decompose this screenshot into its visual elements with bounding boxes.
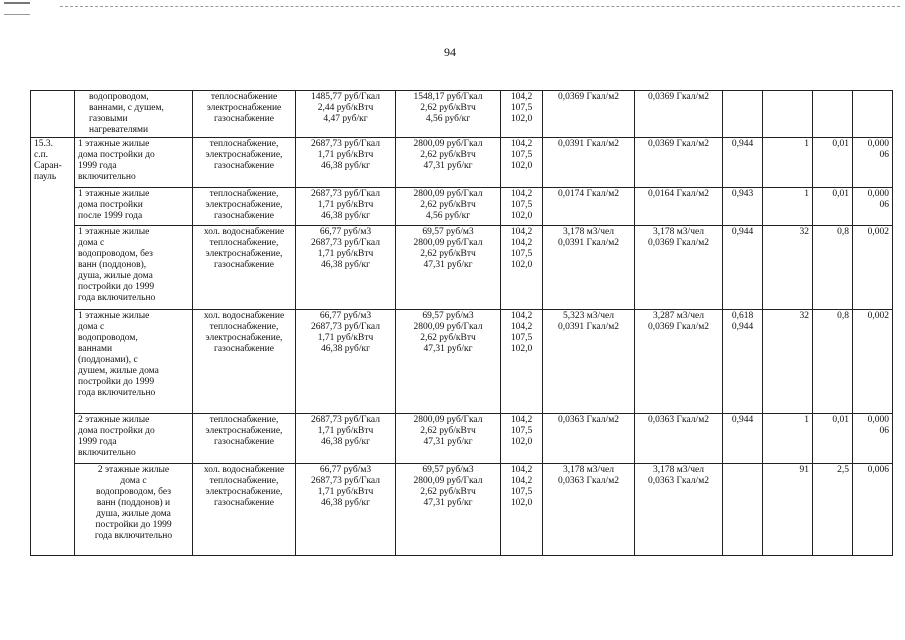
- value-c2: 0,01: [813, 188, 853, 226]
- value-c3: [853, 91, 893, 138]
- value-c3: [853, 310, 893, 414]
- index-line: 107,5: [510, 103, 533, 113]
- housing-type-line: ванн (поддонов),: [78, 260, 147, 270]
- coefficient: [723, 138, 763, 188]
- tariff-new-line: 2800,09 руб/Гкал: [413, 322, 483, 332]
- services-line: газоснабжение: [214, 211, 274, 221]
- housing-type-line: ванн (поддонов) и: [96, 498, 171, 508]
- index-line: 102,0: [510, 161, 533, 171]
- services-line: газоснабжение: [214, 498, 274, 508]
- index: [501, 226, 543, 310]
- housing-type-line: 2 этажные жилые: [78, 415, 150, 425]
- tariff-old-line: 66,77 руб/м3: [319, 465, 372, 475]
- services-line: теплоснабжение: [210, 92, 278, 102]
- value-c3-line: 06: [879, 200, 889, 210]
- norm-old: [543, 138, 635, 188]
- tariff-old: [296, 464, 396, 556]
- housing-type-line: 1999 года: [78, 437, 117, 447]
- housing-type-line: включительно: [78, 172, 136, 182]
- value-c1: 1: [763, 188, 813, 226]
- index-line: 102,0: [510, 344, 533, 354]
- settlement-name: пауль: [34, 172, 57, 182]
- table-row: [31, 464, 893, 556]
- services-line: хол. водоснабжение: [203, 465, 285, 475]
- coefficient-line: 0,944: [731, 415, 754, 425]
- index-line: 102,0: [510, 114, 533, 124]
- housing-type: [75, 226, 193, 310]
- tariff-old-line: 2,44 руб/кВтч: [317, 103, 374, 113]
- index-line: 107,5: [510, 487, 533, 497]
- tariff-new-line: 2,62 руб/кВтч: [420, 249, 476, 259]
- tariff-table: [30, 90, 893, 556]
- tariff-old: [296, 91, 396, 138]
- scan-top-edge: [60, 6, 900, 7]
- index-line: 104,2: [510, 139, 533, 149]
- tariff-new: [396, 138, 501, 188]
- value-c3-line: 06: [879, 426, 889, 436]
- tariff-old-line: 2687,73 руб/Гкал: [311, 238, 380, 248]
- coefficient: [723, 91, 763, 138]
- services-line: электроснабжение,: [205, 200, 283, 210]
- services-line: газоснабжение: [214, 260, 274, 270]
- norm-new-line: 3,178 м3/чел: [653, 227, 704, 237]
- norm-old-line: 0,0391 Гкал/м2: [558, 322, 619, 332]
- norm-old-line: 0,0391 Гкал/м2: [558, 139, 619, 149]
- tariff-old: [296, 226, 396, 310]
- housing-type-line: 1999 года: [78, 161, 117, 171]
- housing-type-line: дома постройки: [78, 200, 143, 210]
- value-c3-line: 0,006: [867, 465, 889, 475]
- coefficient: [723, 464, 763, 556]
- norm-old-line: 5,323 м3/чел: [563, 311, 614, 321]
- tariff-old-line: 2687,73 руб/Гкал: [311, 322, 380, 332]
- norm-new: [635, 414, 723, 464]
- index-line: 107,5: [510, 333, 533, 343]
- page-number: 94: [444, 45, 456, 59]
- index-line: 104,2: [510, 92, 533, 102]
- index: [501, 464, 543, 556]
- housing-type: [75, 138, 193, 188]
- index-line: 104,2: [510, 189, 533, 199]
- value-c3: [853, 188, 893, 226]
- index-line: 104,2: [510, 238, 533, 248]
- norm-new: [635, 226, 723, 310]
- norm-old-line: 0,0363 Гкал/м2: [558, 415, 619, 425]
- value-c2: 0,01: [813, 138, 853, 188]
- housing-type-line: после 1999 года: [78, 211, 143, 221]
- table-row: [31, 310, 893, 414]
- tariff-new-line: 47,31 руб/кг: [423, 260, 473, 270]
- norm-new-line: 0,0369 Гкал/м2: [648, 92, 709, 102]
- tariff-old-line: 1,71 руб/кВтч: [317, 487, 374, 497]
- housing-type: [75, 414, 193, 464]
- tariff-old: [296, 414, 396, 464]
- services-line: электроснабжение,: [205, 249, 283, 259]
- tariff-table-body: [31, 91, 893, 556]
- index-line: 102,0: [510, 211, 533, 221]
- services: [193, 188, 296, 226]
- services-line: теплоснабжение,: [209, 238, 279, 248]
- tariff-old: [296, 188, 396, 226]
- services-line: теплоснабжение,: [209, 139, 279, 149]
- services-line: электроснабжение,: [205, 487, 283, 497]
- tariff-new-line: 2,62 руб/кВтч: [420, 103, 476, 113]
- table-row: [31, 188, 893, 226]
- housing-type-line: водопроводом,: [89, 92, 149, 102]
- tariff-new: [396, 414, 501, 464]
- housing-type-line: водопроводом,: [78, 333, 138, 343]
- settlement-name: с.п.: [34, 150, 49, 160]
- tariff-old-line: 4,47 руб/кг: [323, 114, 368, 124]
- housing-type-line: года включительно: [78, 293, 156, 303]
- services-line: электроснабжение,: [205, 333, 283, 343]
- tariff-new-line: 2800,09 руб/Гкал: [413, 415, 483, 425]
- tariff-new: [396, 188, 501, 226]
- coefficient-line: 0,944: [731, 227, 754, 237]
- norm-new-line: 0,0369 Гкал/м2: [648, 322, 709, 332]
- norm-old: [543, 414, 635, 464]
- tariff-old-line: 1,71 руб/кВтч: [317, 426, 374, 436]
- index-line: 102,0: [510, 437, 533, 447]
- services-line: электроснабжение,: [205, 426, 283, 436]
- housing-type-line: ваннами, с душем,: [89, 103, 164, 113]
- housing-type-line: 1 этажные жилые: [78, 227, 150, 237]
- services-line: теплоснабжение,: [209, 476, 279, 486]
- housing-type-line: душа, жилые дома: [78, 271, 153, 281]
- index: [501, 414, 543, 464]
- tariff-new-line: 47,31 руб/кг: [423, 498, 473, 508]
- tariff-old-line: 46,38 руб/кг: [321, 437, 370, 447]
- coefficient: [723, 414, 763, 464]
- value-c1: 91: [763, 464, 813, 556]
- value-c1: 32: [763, 226, 813, 310]
- index-line: 107,5: [510, 200, 533, 210]
- tariff-old: [296, 138, 396, 188]
- services: [193, 91, 296, 138]
- tariff-new-line: 69,57 руб/м3: [422, 465, 474, 475]
- tariff-new-line: 2,62 руб/кВтч: [420, 426, 476, 436]
- value-c2: 2,5: [813, 464, 853, 556]
- housing-type-line: 2 этажные жилые: [97, 465, 170, 475]
- tariff-new-line: 2,62 руб/кВтч: [420, 200, 476, 210]
- housing-type-line: 1 этажные жилые: [78, 189, 150, 199]
- norm-new-line: 0,0369 Гкал/м2: [648, 139, 709, 149]
- value-c1: 1: [763, 414, 813, 464]
- housing-type-line: дома с: [78, 322, 105, 332]
- tariff-new: [396, 464, 501, 556]
- tariff-new-line: 2,62 руб/кВтч: [420, 150, 476, 160]
- norm-old-line: 3,178 м3/чел: [563, 465, 614, 475]
- housing-type-line: водопроводом, без: [78, 249, 153, 259]
- value-c2: [813, 91, 853, 138]
- housing-type-line: постройки до 1999: [78, 282, 155, 292]
- tariff-old-line: 46,38 руб/кг: [321, 211, 370, 221]
- tariff-new-line: 2800,09 руб/Гкал: [413, 238, 483, 248]
- services-line: газоснабжение: [214, 344, 274, 354]
- index-line: 104,2: [510, 415, 533, 425]
- norm-new-line: 3,178 м3/чел: [653, 465, 704, 475]
- norm-old: [543, 91, 635, 138]
- index-line: 107,5: [510, 426, 533, 436]
- housing-type-line: года включительно: [78, 388, 156, 398]
- value-c3-line: 0,002: [867, 227, 889, 237]
- tariff-old-line: 1,71 руб/кВтч: [317, 200, 374, 210]
- housing-type-line: года включительно: [94, 531, 173, 541]
- tariff-new-line: 69,57 руб/м3: [422, 227, 474, 237]
- services-line: хол. водоснабжение: [203, 227, 285, 237]
- tariff-new-line: 2800,09 руб/Гкал: [413, 189, 483, 199]
- value-c3: [853, 414, 893, 464]
- tariff-new-line: 2800,09 руб/Гкал: [413, 476, 483, 486]
- table-row: [31, 226, 893, 310]
- housing-type-line: дома с: [120, 476, 147, 486]
- norm-new-line: 0,0363 Гкал/м2: [648, 415, 709, 425]
- tariff-new-line: 47,31 руб/кг: [423, 437, 473, 447]
- norm-new: [635, 138, 723, 188]
- housing-type: [75, 464, 193, 556]
- tariff-old-line: 2687,73 руб/Гкал: [311, 139, 380, 149]
- index: [501, 91, 543, 138]
- services-line: газоснабжение: [214, 437, 274, 447]
- coefficient-line: 0,618: [731, 311, 754, 321]
- norm-old-line: 3,178 м3/чел: [563, 227, 614, 237]
- index-line: 107,5: [510, 249, 533, 259]
- value-c2: 0,01: [813, 414, 853, 464]
- coefficient-line: 0,944: [731, 322, 754, 332]
- table-row: [31, 414, 893, 464]
- norm-new: [635, 310, 723, 414]
- tariff-old-line: 1,71 руб/кВтч: [317, 333, 374, 343]
- tariff-old-line: 66,77 руб/м3: [319, 227, 372, 237]
- value-c3-line: 0,000: [867, 139, 889, 149]
- services: [193, 310, 296, 414]
- housing-type-line: (поддонами), с: [78, 355, 138, 365]
- housing-type-line: постройки до 1999: [95, 520, 172, 530]
- norm-old-line: 0,0363 Гкал/м2: [558, 476, 619, 486]
- housing-type: [75, 91, 193, 138]
- norm-old-line: 0,0391 Гкал/м2: [558, 238, 619, 248]
- tariff-new-line: 47,31 руб/кг: [423, 161, 473, 171]
- housing-type-line: постройки до 1999: [78, 377, 155, 387]
- table-row: [31, 91, 893, 138]
- value-c3: [853, 138, 893, 188]
- table-row: [31, 138, 893, 188]
- value-c1: [763, 91, 813, 138]
- coefficient: [723, 226, 763, 310]
- norm-new-line: 0,0363 Гкал/м2: [648, 476, 709, 486]
- value-c3-line: 06: [879, 150, 889, 160]
- services-line: теплоснабжение,: [209, 322, 279, 332]
- index: [501, 138, 543, 188]
- tariff-old-line: 46,38 руб/кг: [321, 161, 370, 171]
- tariff-old-line: 1485,77 руб/Гкал: [311, 92, 380, 102]
- tariff-new-line: 47,31 руб/кг: [423, 344, 473, 354]
- norm-old-line: 0,0369 Гкал/м2: [558, 92, 619, 102]
- housing-type-line: 1 этажные жилые: [78, 139, 150, 149]
- coefficient: [723, 188, 763, 226]
- norm-old-line: 0,0174 Гкал/м2: [558, 189, 619, 199]
- housing-type-line: 1 этажные жилые: [78, 311, 150, 321]
- settlement-cell: [31, 138, 75, 556]
- index-line: 104,2: [510, 465, 533, 475]
- tariff-new-line: 2,62 руб/кВтч: [420, 333, 476, 343]
- housing-type-line: дома с: [78, 238, 105, 248]
- value-c2: 0,8: [813, 310, 853, 414]
- norm-old: [543, 226, 635, 310]
- housing-type-line: дома постройки до: [78, 150, 155, 160]
- index-line: 104,2: [510, 476, 533, 486]
- coefficient-line: 0,943: [731, 189, 754, 199]
- tariff-new: [396, 226, 501, 310]
- index-line: 104,2: [510, 322, 533, 332]
- index-line: 104,2: [510, 227, 533, 237]
- tariff-new-line: 4,56 руб/кг: [425, 211, 471, 221]
- housing-type-line: нагревателями: [89, 125, 149, 135]
- services: [193, 138, 296, 188]
- norm-new: [635, 91, 723, 138]
- index-line: 107,5: [510, 150, 533, 160]
- services-line: теплоснабжение,: [209, 415, 279, 425]
- services: [193, 226, 296, 310]
- tariff-new: [396, 91, 501, 138]
- index: [501, 188, 543, 226]
- norm-new-line: 3,287 м3/чел: [653, 311, 704, 321]
- value-c1: 1: [763, 138, 813, 188]
- index-line: 102,0: [510, 260, 533, 270]
- settlement-name: Саран-: [34, 161, 62, 171]
- housing-type-line: включительно: [78, 448, 136, 458]
- norm-old: [543, 188, 635, 226]
- value-c3: [853, 464, 893, 556]
- settlement-code: 15.3.: [34, 139, 53, 149]
- norm-new-line: 0,0164 Гкал/м2: [648, 189, 709, 199]
- housing-type-line: газовыми: [89, 114, 128, 124]
- value-c2: 0,8: [813, 226, 853, 310]
- index-line: 104,2: [510, 311, 533, 321]
- services-line: хол. водоснабжение: [203, 311, 285, 321]
- coefficient-line: 0,944: [731, 139, 754, 149]
- value-c3-line: 0,000: [867, 415, 889, 425]
- norm-new: [635, 188, 723, 226]
- housing-type: [75, 310, 193, 414]
- tariff-old-line: 46,38 руб/кг: [321, 498, 370, 508]
- settlement-empty-cell: [31, 91, 75, 138]
- services-line: теплоснабжение,: [209, 189, 279, 199]
- value-c1: 32: [763, 310, 813, 414]
- tariff-new-line: 2,62 руб/кВтч: [420, 487, 476, 497]
- tariff-old-line: 46,38 руб/кг: [321, 260, 370, 270]
- housing-type-line: ваннами: [78, 344, 113, 354]
- tariff-new-line: 69,57 руб/м3: [422, 311, 474, 321]
- tariff-old-line: 2687,73 руб/Гкал: [311, 189, 380, 199]
- services-line: газоснабжение: [214, 114, 274, 124]
- value-c3: [853, 226, 893, 310]
- tariff-old: [296, 310, 396, 414]
- housing-type: [75, 188, 193, 226]
- norm-old: [543, 464, 635, 556]
- tariff-old-line: 66,77 руб/м3: [319, 311, 372, 321]
- tariff-new-line: 4,56 руб/кг: [425, 114, 471, 124]
- services-line: электроснабжение,: [205, 150, 283, 160]
- coefficient: [723, 310, 763, 414]
- tariff-old-line: 1,71 руб/кВтч: [317, 249, 374, 259]
- norm-new-line: 0,0369 Гкал/м2: [648, 238, 709, 248]
- value-c3-line: 0,002: [867, 311, 889, 321]
- housing-type-line: водопроводом, без: [96, 487, 171, 497]
- services-line: газоснабжение: [214, 161, 274, 171]
- tariff-new-line: 2800,09 руб/Гкал: [413, 139, 483, 149]
- tariff-old-line: 2687,73 руб/Гкал: [311, 415, 380, 425]
- scan-artifact-mark: [4, 2, 30, 15]
- services: [193, 464, 296, 556]
- housing-type-line: душем, жилые дома: [78, 366, 159, 376]
- value-c3-line: 0,000: [867, 189, 889, 199]
- housing-type-line: дома постройки до: [78, 426, 155, 436]
- tariff-new-line: 1548,17 руб/Гкал: [413, 92, 483, 102]
- services: [193, 414, 296, 464]
- index: [501, 310, 543, 414]
- tariff-old-line: 46,38 руб/кг: [321, 344, 370, 354]
- norm-old: [543, 310, 635, 414]
- norm-new: [635, 464, 723, 556]
- tariff-old-line: 2687,73 руб/Гкал: [311, 476, 380, 486]
- housing-type-line: душа, жилые дома: [96, 509, 171, 519]
- tariff-old-line: 1,71 руб/кВтч: [317, 150, 374, 160]
- tariff-new: [396, 310, 501, 414]
- index-line: 102,0: [510, 498, 533, 508]
- services-line: электроснабжение: [206, 103, 282, 113]
